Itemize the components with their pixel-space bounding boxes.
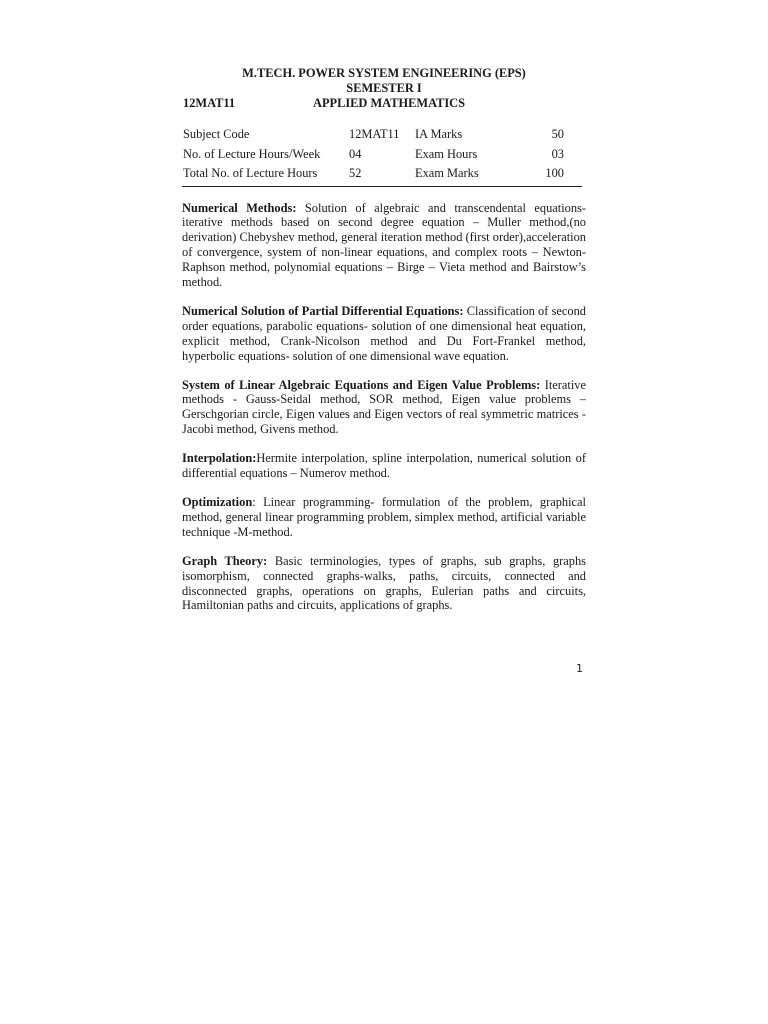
section-numerical-pde [182, 304, 586, 364]
section-heading: Numerical Methods: [182, 200, 297, 215]
table-cell: 52 [349, 166, 362, 181]
section-heading: Optimization [182, 495, 253, 509]
table-cell: Subject Code [183, 127, 250, 142]
course-title: APPLIED MATHEMATICS [313, 96, 466, 110]
syllabus-page [182, 66, 586, 613]
table-cell: Exam Marks [415, 166, 479, 181]
table-row [182, 145, 582, 165]
section-body: Iterative methods - Gauss-Seidal method, SOR method, Eigen value problems – Gerschgorian circle, Eigen values and Eigen vectors of real symmetric matrices -Jacobi method, Givens method. [182, 377, 587, 437]
table-cell: 50 [551, 127, 564, 142]
semester-title: SEMESTER I [346, 81, 422, 95]
section-numerical-methods [182, 201, 586, 290]
section-body: Classification of second order equations, parabolic equations- solution of one dimensional heat equation, explicit method, Crank-Nicolson method and Du Fort-Frankel method, hyperbolic equations- solution of one dimensional wave equation. [182, 303, 586, 363]
table-cell: 100 [545, 166, 564, 181]
page-number: 1 [576, 662, 583, 675]
section-body: Hermite interpolation, spline interpolation, numerical solution of differential equations – Numerov method. [182, 451, 586, 481]
table-divider [182, 186, 582, 187]
course-info-table [182, 125, 582, 184]
table-row [182, 164, 582, 184]
table-cell: 03 [551, 146, 564, 161]
table-cell: 12MAT11 [349, 127, 400, 142]
table-cell: 04 [349, 146, 362, 161]
section-heading: Numerical Solution of Partial Differential Equations: [182, 303, 464, 318]
section-body: : Linear programming- formulation of the problem, graphical method, general linear programming problem, simplex method, artificial variable technique -M-method. [182, 495, 586, 539]
table-cell: IA Marks [415, 127, 463, 142]
section-interpolation [182, 451, 586, 481]
table-cell: Total No. of Lecture Hours [183, 166, 318, 181]
course-code: 12MAT11 [183, 96, 236, 110]
table-cell: No. of Lecture Hours/Week [183, 146, 321, 161]
section-heading: Graph Theory: [182, 553, 268, 568]
section-heading: System of Linear Algebraic Equations and Eigen Value Problems: [182, 377, 541, 392]
section-optimization [182, 495, 586, 540]
section-graph-theory [182, 554, 586, 614]
table-cell: Exam Hours [415, 146, 478, 161]
section-body: Solution of algebraic and transcendental equations- iterative methods based on second degree equation – Muller method,(no derivation) Chebyshev method, general iteration method (first order),acceleration of convergence, system of non-linear equations, and complex roots – Newton-Raphson method, polynomial equations – Birge – Vieta method and Bairstow’s method. [182, 200, 586, 290]
course-line [182, 96, 586, 111]
section-linear-algebraic-eigen [182, 378, 586, 438]
section-heading: Interpolation: [182, 451, 257, 466]
section-body: Basic terminologies, types of graphs, sub graphs, graphs isomorphism, connected graphs-walks, paths, circuits, connected and disconnected graphs, operations on graphs, Eulerian paths and circuits, Hamiltonian paths and circuits, applications of graphs. [182, 553, 586, 613]
table-row [182, 125, 582, 145]
program-title: M.TECH. POWER SYSTEM ENGINEERING (EPS) [242, 66, 526, 80]
